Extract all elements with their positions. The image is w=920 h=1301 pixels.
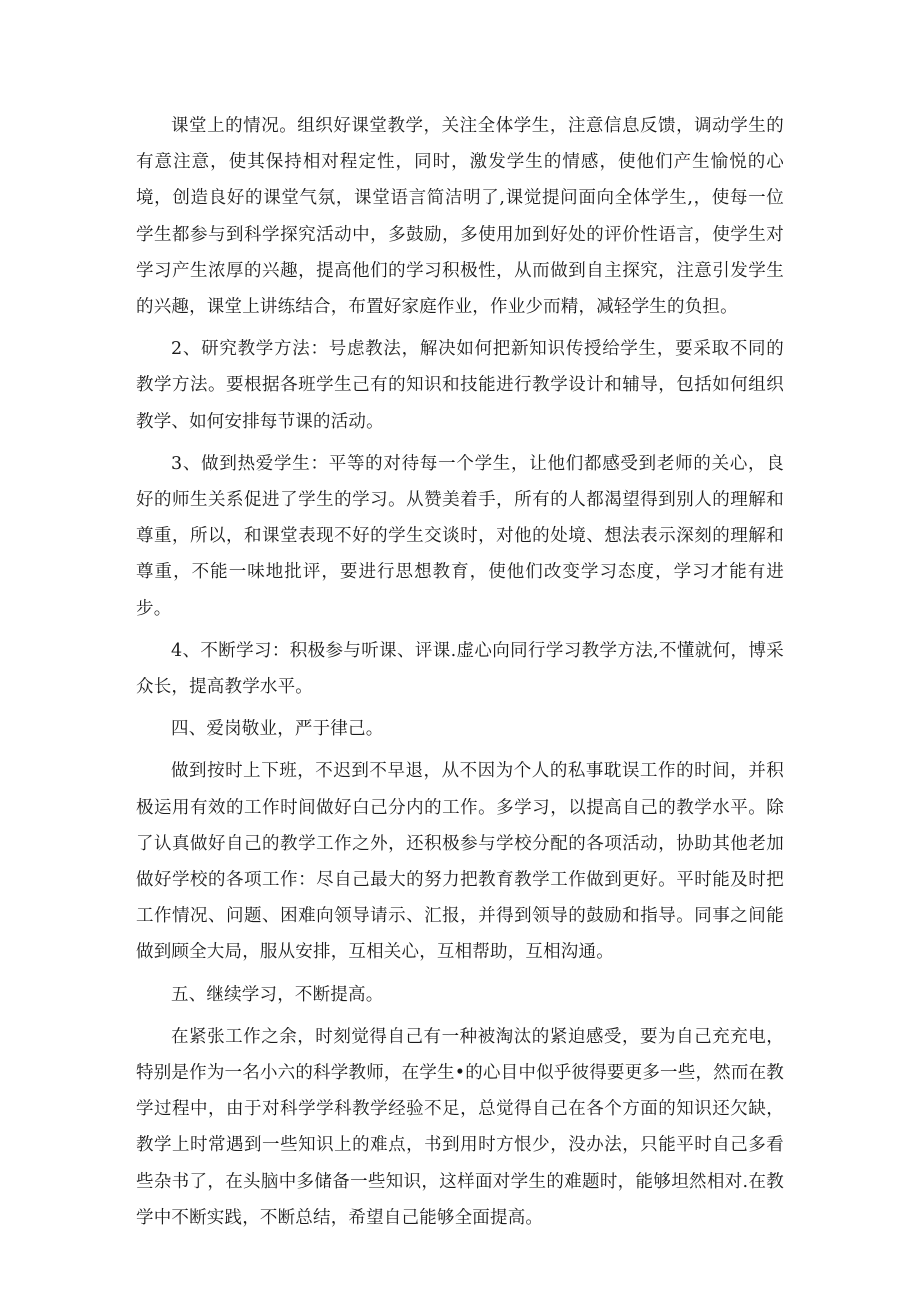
document-body (136, 108, 784, 1242)
paragraph-keep-learning: 4、不断学习：积极参与听课、评课.虚心向同行学习教学方法,不懂就何，博采众长，提高教学水平。 (136, 640, 784, 698)
section-heading-continue-learning: 五、继续学习，不断提高。 (171, 984, 384, 1005)
section-heading-dedication: 四、爱岗敬业，严于律己。 (171, 719, 384, 740)
paragraph-love-students: 3、做到热爱学生：平等的对待每一个学生，让他们都感受到老师的关心，良好的师生关系促进了学生的学习。从赞美着手，所有的人都渴望得到别人的理解和尊重，所以，和课堂表现不好的学生交谈时，对他的处境、想法表示深刻的理解和尊重，不能一味地批评，要进行思想教育，使他们改变学习态度，学习才能有进步。 (136, 453, 784, 619)
paragraph-classroom: 课堂上的情况。组织好课堂教学，关注全体学生，注意信息反馈，调动学生的有意注意，使其保持相对程定性，同时，激发学生的情感，使他们产生愉悦的心境，创造良好的课堂气氛，课堂语言简洁明了,课觉提问面向全体学生,，使每一位学生都参与到科学探究活动中，多鼓励，多使用加到好处的评价性语言，使学生对学习产生浓厚的兴趣，提高他们的学习积极性，从而做到自主探究，注意引发学生的兴趣，课堂上讲练结合，布置好家庭作业，作业少而精，减轻学生的负担。 (136, 116, 784, 318)
paragraph-self-improvement: 在紧张工作之余，时刻觉得自己有一种被淘汰的紧迫感受，要为自己充充电，特别是作为一名小六的科学教师，在学生•的心目中似乎彼得要更多一些，然而在教学过程中，由于对科学学科教学经验不足，总觉得自己在各个方面的知识还欠缺，教学上时常遇到一些知识上的难点，书到用时方恨少，没办法，只能平时自己多看些杂书了，在头脑中多储备一些知识，这样面对学生的难题时，能够坦然相对.在教学中不断实践，不断总结，希望自己能够全面提高。 (136, 1026, 784, 1228)
paragraph-punctuality: 做到按时上下班，不迟到不早退，从不因为个人的私事耽误工作的时间，并积极运用有效的工作时间做好白己分内的工作。多学习，以提高自己的教学水平。除了认真做好自己的教学工作之外，还积极参与学校分配的各项活动，协助其他老加做好学校的各项工作：尽自己最大的努力把教育教学工作做到更好。平时能及时把工作情况、问题、困难向领导请示、汇报，并得到领导的鼓励和指导。同事之间能做到顾全大局，服从安排，互相关心，互相帮助，互相沟通。 (136, 761, 784, 963)
paragraph-teaching-methods: 2、研究教学方法：号虑教法，解决如何把新知识传授给学生，要采取不同的教学方法。要根据各班学生己有的知识和技能进行教学设计和辅导，包括如何组织教学、如何安排每节课的活动。 (136, 339, 784, 432)
